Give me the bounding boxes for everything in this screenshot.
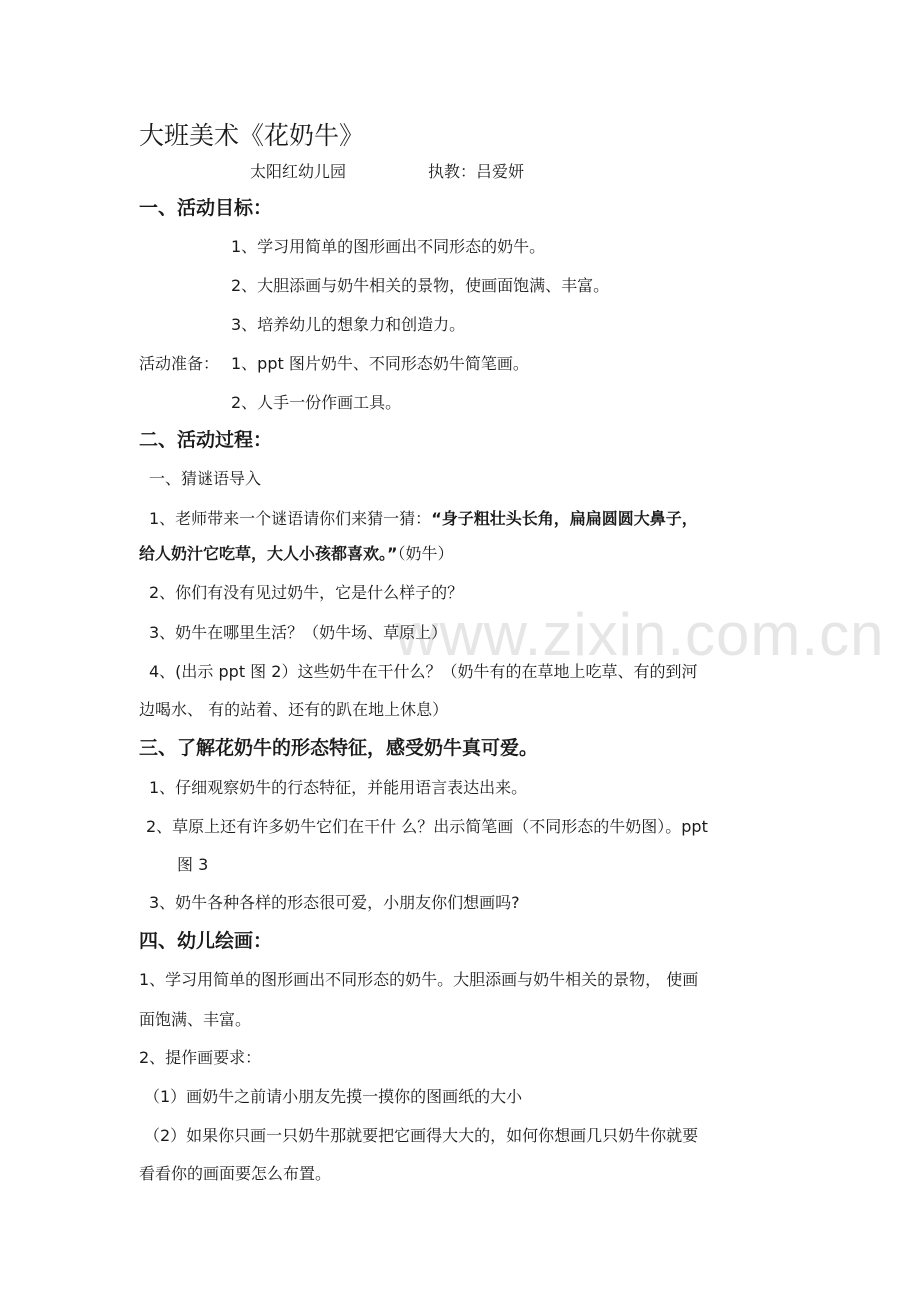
riddle-answer: （奶牛） — [397, 544, 454, 563]
features-item-2-line-2: 图 3 — [177, 855, 209, 874]
goal-item-3: 3、培养幼儿的想象力和创造力。 — [231, 315, 466, 334]
section-heading-process: 二、活动过程： — [139, 429, 273, 451]
riddle-line-2 — [139, 544, 454, 564]
prep-item-2: 2、人手一份作画工具。 — [231, 393, 402, 412]
riddle-intro: 1、老师带来一个谜语请你们来猜一猜： — [149, 509, 432, 528]
process-item-4-line-2: 边喝水、 有的站着、还有的趴在地上休息） — [139, 700, 449, 719]
goal-item-1: 1、学习用简单的图形画出不同形态的奶牛。 — [231, 237, 546, 256]
watermark: www.zixin.com.cn — [395, 601, 885, 668]
process-item-2: 2、你们有没有见过奶牛，它是什么样子的？ — [149, 583, 464, 602]
drawing-item-1-line-2: 面饱满、丰富。 — [139, 1010, 252, 1029]
process-item-4-line-1: 4、(出示 ppt 图 2）这些奶牛在干什么？（奶牛有的在草地上吃草、有的到河 — [149, 662, 698, 681]
drawing-item-2: 2、提作画要求： — [139, 1048, 262, 1067]
features-item-2-line-1: 2、草原上还有许多奶牛它们在干什 么？出示简笔画（不同形态的牛奶图）。ppt — [146, 817, 708, 836]
section-heading-goals: 一、活动目标： — [139, 197, 273, 219]
riddle-line-1 — [149, 509, 698, 529]
goal-item-2: 2、大胆添画与奶牛相关的景物，使画面饱满、丰富。 — [231, 276, 610, 295]
byline-teacher: 执教：吕爱妍 — [428, 162, 525, 181]
features-item-3: 3、奶牛各种各样的形态很可爱，小朋友你们想画吗? — [149, 893, 520, 912]
prep-item-1: 1、ppt 图片奶牛、不同形态奶牛简笔画。 — [231, 354, 529, 373]
features-item-1: 1、仔细观察奶牛的行态特征，并能用语言表达出来。 — [149, 778, 528, 797]
prep-label: 活动准备： — [139, 354, 220, 373]
process-item-3: 3、奶牛在哪里生活？（奶牛场、草原上） — [149, 623, 448, 642]
document-title: 大班美术《花奶牛》 — [139, 121, 365, 150]
riddle-text-1: “身子粗壮头长角，扁扁圆圆大鼻子， — [431, 509, 698, 528]
drawing-requirement-2-line-1: （2）如果你只画一只奶牛那就要把它画得大大的，如何你想画几只奶牛你就要 — [144, 1126, 699, 1145]
section-heading-drawing: 四、幼儿绘画： — [139, 930, 273, 952]
drawing-requirement-1: （1）画奶牛之前请小朋友先摸一摸你的图画纸的大小 — [144, 1087, 523, 1106]
process-sub-riddle: 一、猜谜语导入 — [149, 469, 262, 488]
drawing-item-1-line-1: 1、学习用简单的图形画出不同形态的奶牛。大胆添画与奶牛相关的景物， 使画 — [139, 970, 699, 989]
section-heading-features: 三、了解花奶牛的形态特征，感受奶牛真可爱。 — [139, 737, 539, 759]
byline-school: 太阳红幼儿园 — [250, 162, 347, 181]
drawing-requirement-2-line-2: 看看你的画面要怎么布置。 — [139, 1164, 332, 1183]
riddle-text-2: 给人奶汁它吃草，大人小孩都喜欢。” — [139, 544, 398, 563]
